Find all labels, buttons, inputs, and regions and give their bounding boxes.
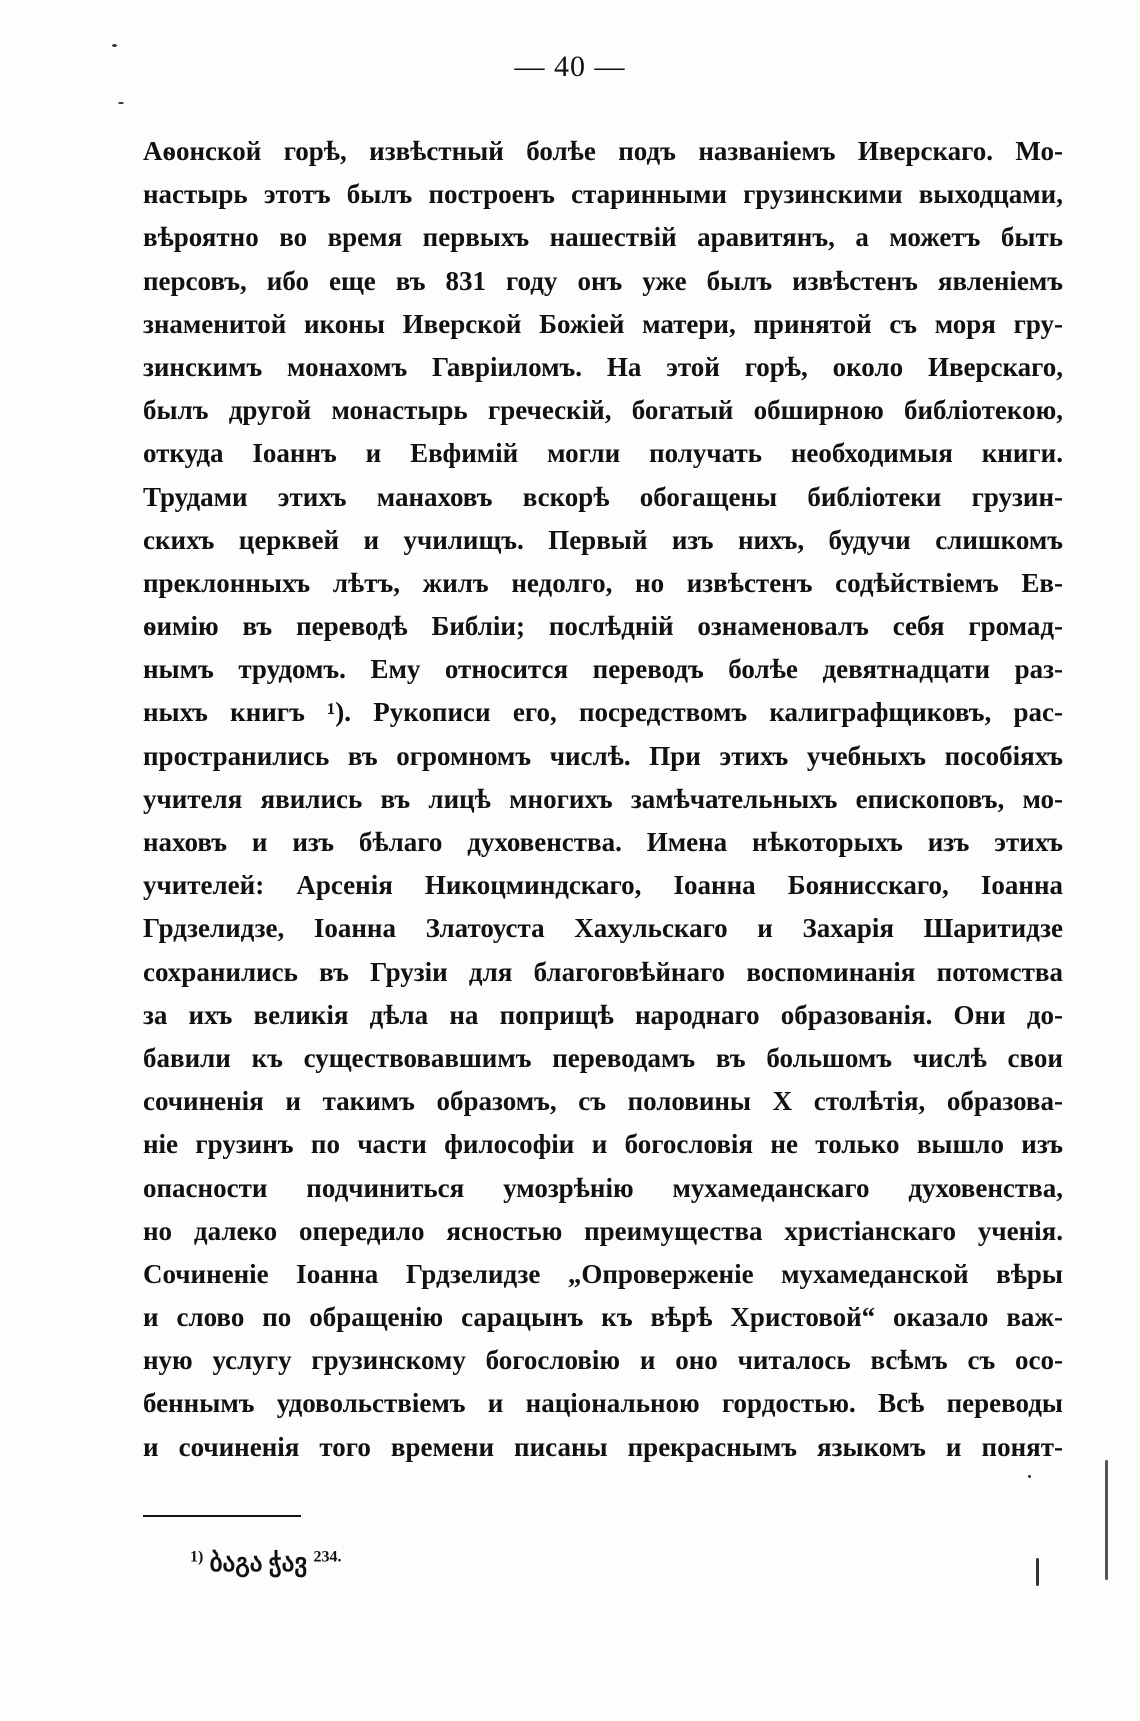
- text-line: нымъ трудомъ. Ему относится переводъ болѣе девятнадцати раз-: [143, 654, 1063, 685]
- ink-speck: [1028, 1475, 1031, 1478]
- text-line: откуда Іоаннъ и Евфимій могли получать необходимыя книги.: [143, 438, 1063, 469]
- text-line: наховъ и изъ бѣлаго духовенства. Имена нѣкоторыхъ изъ этихъ: [143, 827, 1063, 857]
- page-number: — 40 —: [514, 50, 626, 83]
- text-line: вѣроятно во время первыхъ нашествій аравитянъ, а можетъ быть: [143, 222, 1063, 253]
- text-line: ныхъ книгъ ¹). Рукописи его, посредствомъ калиграфщиковъ, рас-: [143, 697, 1063, 728]
- text-line: учителя явились въ лицѣ многихъ замѣчательныхъ епископовъ, мо-: [143, 783, 1063, 814]
- text-line: сохранились въ Грузіи для благоговѣйнаго воспоминанія потомства: [143, 956, 1063, 987]
- ink-speck: [1036, 1558, 1039, 1586]
- text-line: скихъ церквей и училищъ. Первый изъ нихъ, будучи слишкомъ: [143, 524, 1063, 555]
- text-line: бавили къ существовавшимъ переводамъ въ большомъ числѣ свои: [143, 1042, 1063, 1073]
- footnote: [190, 1548, 341, 1578]
- ink-speck: [112, 44, 117, 47]
- text-line: но далеко опередило ясностью преимущества христіанскаго ученія.: [143, 1215, 1063, 1246]
- text-line: ніе грузинъ по части философіи и богословія не только вышло изъ: [143, 1129, 1063, 1160]
- text-line: знаменитой иконы Иверской Божіей матери, принятой съ моря гру-: [143, 308, 1063, 339]
- text-line: Аѳонской горѣ, извѣстный болѣе подъ названіемъ Иверскаго. Мо-: [143, 136, 1063, 166]
- text-line: ную услугу грузинскому богословію и оно читалось всѣмъ съ осо-: [143, 1345, 1063, 1376]
- footnote-marker: 1): [190, 1548, 204, 1566]
- footnote-text: ბაგა ჭავ: [209, 1550, 308, 1577]
- text-line: персовъ, ибо еще въ 831 году онъ уже былъ извѣстенъ явленіемъ: [143, 265, 1063, 296]
- body-text: [143, 130, 1063, 1469]
- text-line: пространились въ огромномъ числѣ. При этихъ учебныхъ пособіяхъ: [143, 740, 1063, 771]
- text-line: учителей: Арсенія Никоцминдскаго, Іоанна Боянисскаго, Іоанна: [143, 870, 1063, 901]
- ink-speck: [1105, 1460, 1108, 1580]
- footnote-page-ref: 234.: [313, 1548, 342, 1566]
- text-line: беннымъ удовольствіемъ и національною гордостью. Всѣ переводы: [143, 1388, 1063, 1419]
- ink-speck: [118, 102, 124, 104]
- text-line: сочиненія и такимъ образомъ, съ половины X столѣтія, образова-: [143, 1086, 1063, 1117]
- text-line: и сочиненія того времени писаны прекраснымъ языкомъ и понят-: [143, 1431, 1063, 1462]
- text-line: Трудами этихъ манаховъ вскорѣ обогащены библіотеки грузин-: [143, 481, 1063, 512]
- text-line: и слово по обращенію сарацынъ къ вѣрѣ Христовой“ оказало важ-: [143, 1302, 1063, 1333]
- text-line: зинскимъ монахомъ Гавріиломъ. На этой горѣ, около Иверскаго,: [143, 351, 1063, 382]
- text-line: преклонныхъ лѣтъ, жилъ недолго, но извѣстенъ содѣйствіемъ Ев-: [143, 567, 1063, 598]
- text-line: Сочиненіе Іоанна Грдзелидзе „Опроверженіе мухамеданской вѣры: [143, 1258, 1063, 1289]
- text-line: за ихъ великія дѣла на поприщѣ народнаго образованія. Они до-: [143, 999, 1063, 1030]
- footnote-rule: [143, 1515, 301, 1517]
- text-line: Грдзелидзе, Іоанна Златоуста Хахульскаго и Захарія Шаритидзе: [143, 913, 1063, 944]
- text-line: былъ другой монастырь греческій, богатый обширною библіотекою,: [143, 395, 1063, 426]
- text-line: ѳимію въ переводѣ Библіи; послѣдній ознаменовалъ себя громад-: [143, 611, 1063, 642]
- text-line: настырь этотъ былъ построенъ старинными грузинскими выходцами,: [143, 179, 1063, 210]
- text-line: опасности подчиниться умозрѣнію мухамеданскаго духовенства,: [143, 1172, 1063, 1203]
